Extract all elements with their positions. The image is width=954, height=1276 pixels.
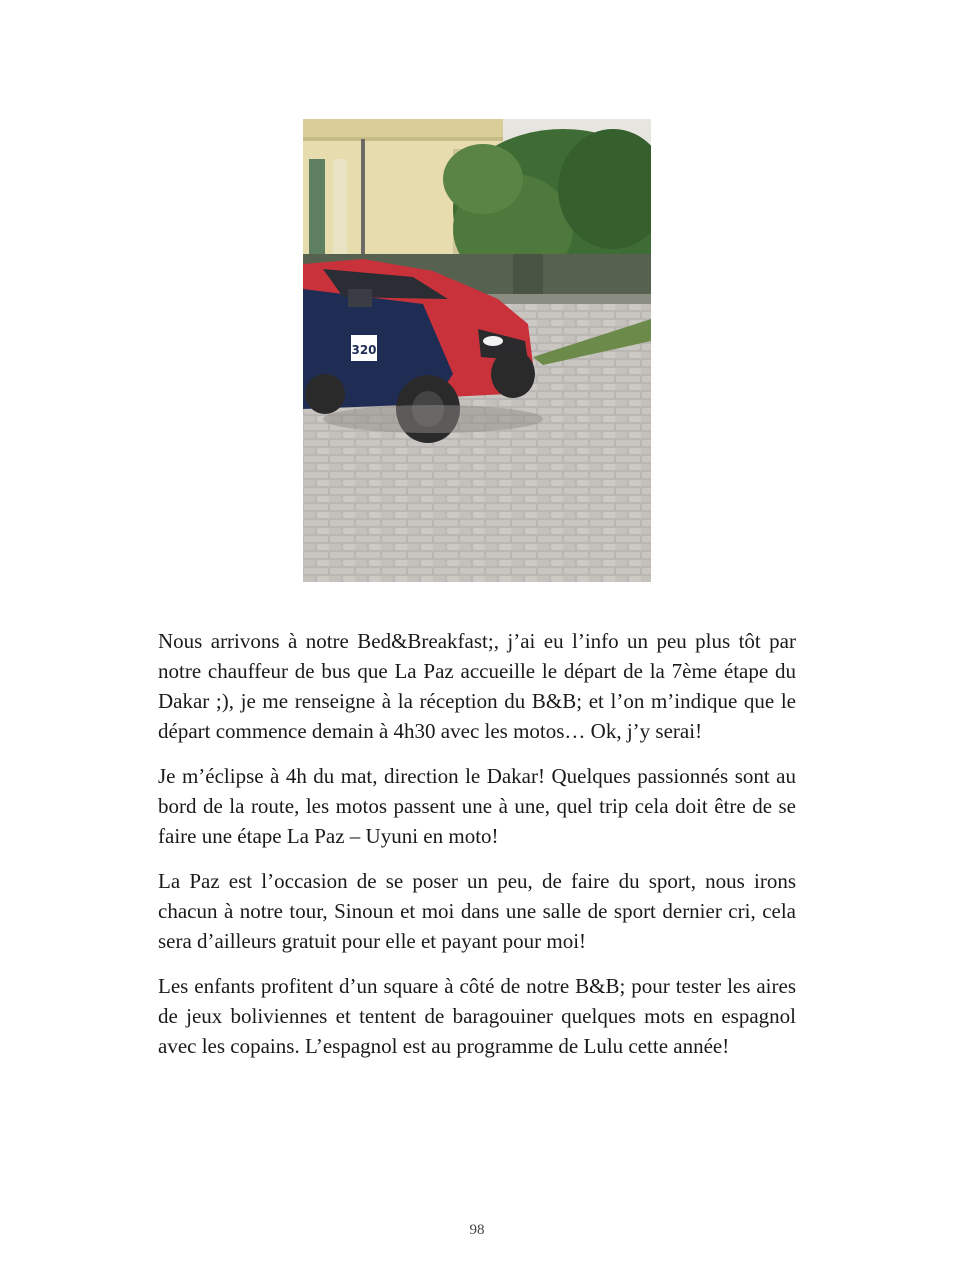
page-number: 98 xyxy=(469,1222,485,1238)
paragraph-1: Nous arrivons à notre Bed&Breakfast;, j’ai eu l’info un peu plus tôt par notre chauffeur de bus que La Paz accueille le départ de la 7ème étape du Dakar ;), je me renseigne à la réception du B&B; et l’on m’indique que le départ commence demain à 4h30 avec les motos… Ok, j’y serai! xyxy=(158,629,796,743)
rally-car-photo xyxy=(303,119,651,582)
paragraph-4: Les enfants profitent d’un square à côté de notre B&B; pour tester les aires de jeux boliviennes et tentent de baragouiner quelques mots en espagnol avec les copains. L’espagnol est au programme de Lulu cette année! xyxy=(158,974,796,1058)
car-number-label: 320 xyxy=(351,343,377,357)
photo-illustration xyxy=(303,119,651,582)
paragraph-2: Je m’éclipse à 4h du mat, direction le Dakar! Quelques passionnés sont au bord de la route, les motos passent une à une, quel trip cela doit être de se faire une étape La Paz – Uyuni en moto! xyxy=(158,764,796,848)
body-text xyxy=(158,626,796,1076)
paragraph-3: La Paz est l’occasion de se poser un peu, de faire du sport, nous irons chacun à notre tour, Sinoun et moi dans une salle de sport dernier cri, cela sera d’ailleurs gratuit pour elle et payant pour moi! xyxy=(158,869,796,953)
